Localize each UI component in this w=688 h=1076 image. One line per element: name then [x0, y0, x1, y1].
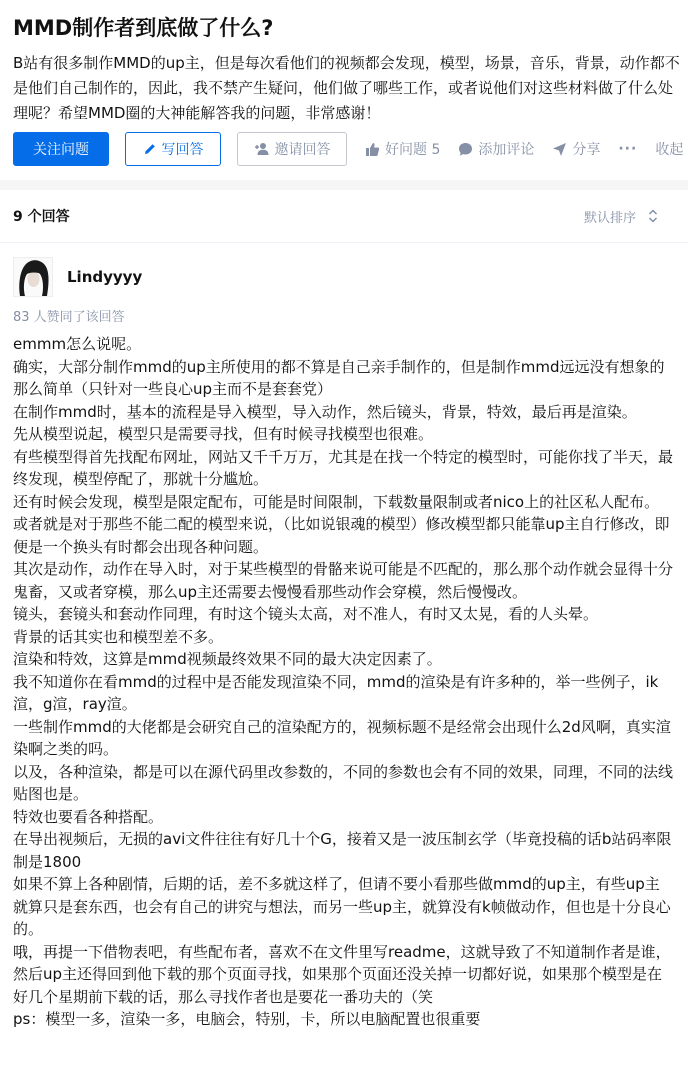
answer-content [13, 333, 673, 1031]
answer-paragraph: 我不知道你在看mmd的过程中是否能发现渲染不同，mmd的渲染是有许多种的，举一些例子，ik渲，g渲，ray渲。 [13, 672, 659, 713]
answer-paragraph: 还有时候会发现，模型是限定配布，可能是时间限制，下载数量限制或者nico上的社区私人配布。 [13, 492, 660, 511]
answer-paragraph: 渲染和特效，这算是mmd视频最终效果不同的最大决定因素了。 [13, 650, 442, 668]
write-answer-button[interactable] [125, 132, 221, 166]
answer-paragraph: 有些模型得首先找配布网址，网站又千千万万，尤其是在找一个特定的模型时，可能你找了半天，最终发现，模型停配了，那就十分尴尬。 [13, 447, 674, 488]
answers-section [0, 190, 688, 1031]
answer-paragraph: 先从模型说起，模型只是需要寻找，但有时候寻找模型也很难。 [13, 425, 434, 443]
answer-paragraph: 特效也要看各种搭配。 [13, 807, 164, 826]
answer-paragraph: emmm怎么说呢。 [13, 335, 142, 353]
good-question-button[interactable] [365, 139, 440, 159]
add-person-icon [254, 142, 270, 156]
answer-paragraph: 镜头，套镜头和套动作同理，有时这个镜头太高，对不准人，有时又太晃，看的人头晕。 [13, 605, 599, 623]
sort-dropdown[interactable] [584, 207, 658, 226]
answer-paragraph: 哦，再提一下借物表吧，有些配布者，喜欢不在文件里写readme，这就导致了不知道制作者是谁，然后up主还得回到他下载的那个页面寻找，如果那个页面还没关掉一切都好说，如果那个模型是在好几个星期前下载的话，那么寻找作者也是要花一番功夫的（笑 [13, 942, 671, 1006]
answer-paragraph: 以及，各种渲染，都是可以在源代码里改参数的，不同的参数也会有不同的效果，同理，不同的法线贴图也是。 [13, 762, 674, 803]
thumbs-up-icon [365, 142, 380, 157]
vote-count: 83 人赞同了该回答 [13, 310, 125, 325]
answer-paragraph: 确实，大部分制作mmd的up主所使用的都不算是自己亲手制作的，但是制作mmd远远没有想象的那么简单（只针对一些良心up主而不是套套党） [13, 357, 665, 398]
collapse-button[interactable]: 收起 [655, 142, 684, 158]
question-action-bar [13, 132, 688, 166]
answer-item [0, 243, 688, 1031]
answer-paragraph: 其次是动作，动作在导入时，对于某些模型的骨骼来说可能是不匹配的，那么那个动作就会显得十分鬼畜，又或者穿模，那么up主还需要去慢慢看那些动作会穿模，然后慢慢改。 [13, 560, 674, 601]
add-comment-label: 添加评论 [478, 142, 535, 158]
share-label: 分享 [572, 142, 601, 158]
author-name[interactable]: Lindyyyy [67, 268, 143, 286]
author-info [13, 257, 675, 297]
share-button[interactable] [552, 139, 600, 159]
write-answer-label: 写回答 [161, 142, 204, 158]
avatar[interactable] [13, 257, 53, 297]
comment-icon [458, 142, 473, 157]
sort-label: 默认排序 [583, 210, 636, 226]
answer-paragraph: 背景的话其实也和模型差不多。 [13, 627, 224, 646]
more-options-button[interactable]: ··· [618, 141, 638, 157]
section-divider [0, 180, 688, 190]
answer-paragraph: ps：模型一多，渲染一多，电脑会，特别，卡，所以电脑配置也很重要 [13, 1010, 481, 1028]
answer-count: 9 个回答 [13, 209, 70, 225]
answer-paragraph: 在制作mmd时，基本的流程是导入模型，导入动作，然后镜头，背景，特效，最后再是渲染。 [13, 402, 637, 421]
invite-answer-label: 邀请回答 [274, 142, 331, 158]
answer-paragraph: 在导出视频后，无损的avi文件往往有好几十个G，接着又是一波压制玄学（毕竟投稿的话b站码率限制是1800 [13, 830, 672, 871]
question-detail: B站有很多制作MMD的up主，但是每次看他们的视频都会发现，模型，场景，音乐，背景，动作都不是他们自己制作的，因此，我不禁产生疑问，他们做了哪些工作，或者说他们对这些材料做了什么处理呢？希望MMD圈的大神能解答我的问题，非常感谢！ [13, 54, 680, 122]
sort-chevron-icon [648, 209, 658, 223]
invite-answer-button[interactable] [237, 132, 347, 166]
answer-paragraph: 如果不算上各种剧情，后期的话，差不多就这样了，但请不要小看那些做mmd的up主，有些up主就算只是套东西，也会有自己的讲究与想法，而另一些up主，就算没有k帧做动作，但也是十分良心的。 [13, 875, 671, 938]
follow-question-label: 关注问题 [33, 142, 89, 158]
answer-paragraph: 一些制作mmd的大佬都是会研究自己的渲染配方的，视频标题不是经常会出现什么2d风啊，真实渲染啊之类的吗。 [13, 717, 671, 758]
answers-header [0, 190, 688, 243]
pencil-icon [143, 142, 157, 156]
avatar-image [14, 258, 52, 296]
answer-paragraph: 或者就是对于那些不能二配的模型来说，（比如说银魂的模型）修改模型都只能靠up主自行修改，即便是一个换头有时都会出现各种问题。 [13, 515, 670, 556]
share-icon [552, 142, 567, 157]
follow-question-button[interactable] [13, 132, 109, 166]
add-comment-button[interactable] [458, 139, 534, 159]
question-title: MMD制作者到底做了什么? [13, 16, 274, 40]
good-question-label: 好问题 5 [385, 142, 441, 158]
